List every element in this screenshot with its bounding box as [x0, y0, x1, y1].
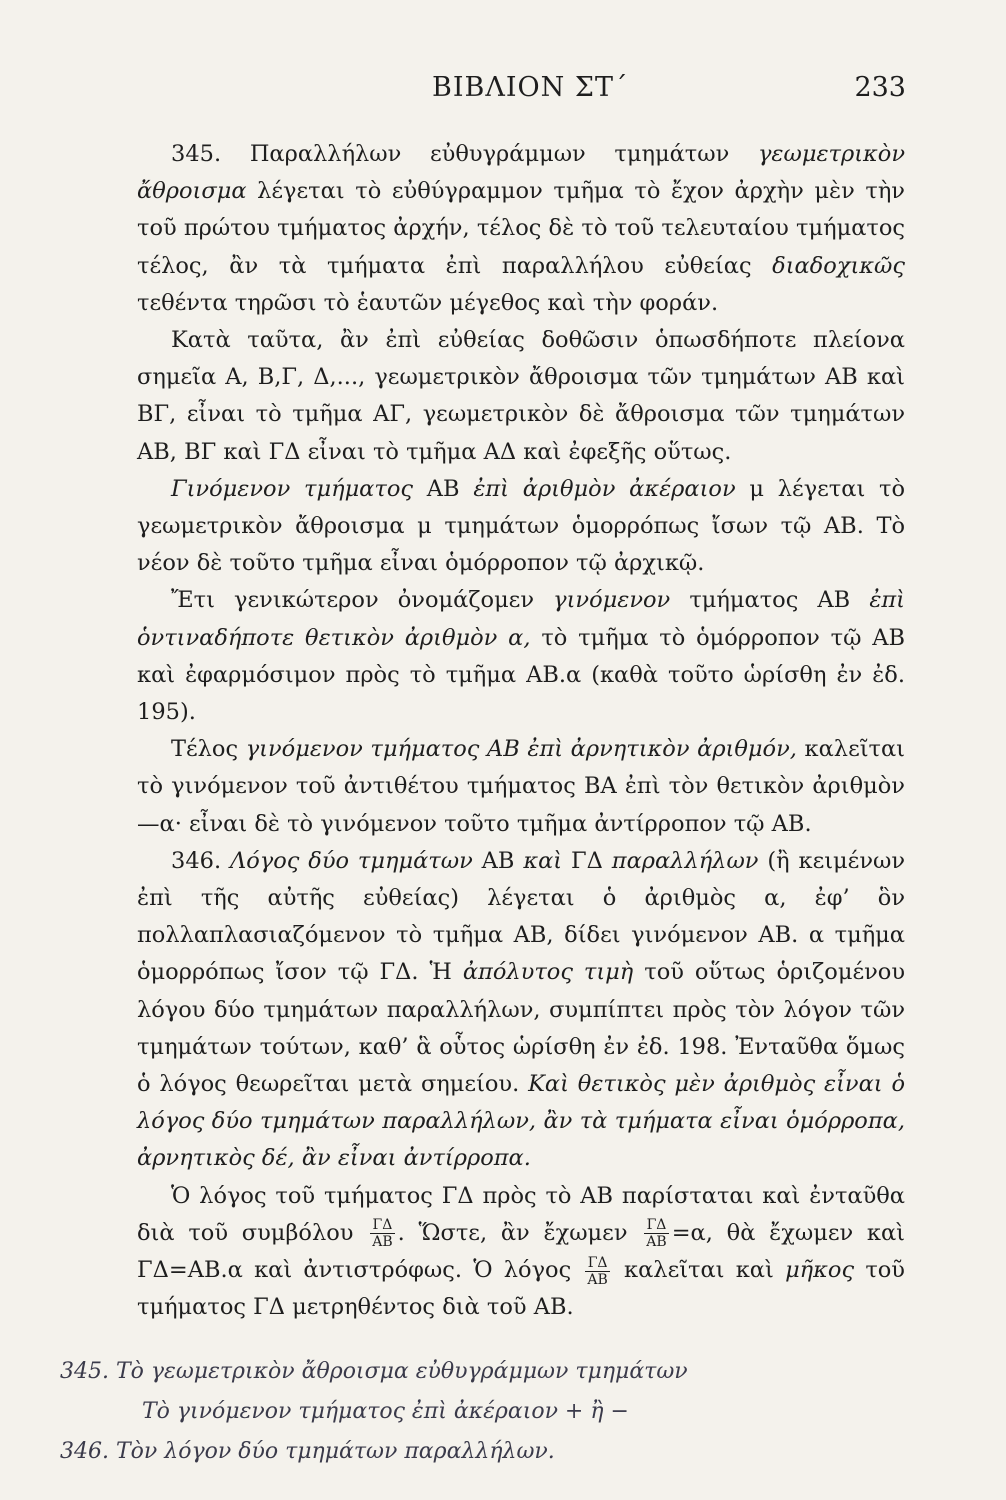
section-number: 345. [171, 141, 222, 167]
paragraph-346-ratio [137, 843, 905, 1178]
paragraph-345-definition [137, 136, 905, 322]
text-run: =α, θὰ ἔχωμεν καὶ ΓΔ=ΑΒ.α καὶ ἀντιστρόφως. Ὁ λόγος [137, 1219, 905, 1284]
fraction-numerator: ΓΔ [585, 1255, 609, 1272]
italic-term: Λόγος δύο τμημάτων [230, 847, 473, 874]
fraction-denominator: ΑΒ [646, 1234, 667, 1251]
handwritten-note-line: 346. Τὸν λόγον δύο τμημάτων παραλλήλων. [60, 1439, 555, 1464]
italic-term: διαδοχικῶς [772, 252, 905, 279]
text-run: τὸ τμῆμα τὸ ὁμόρροπον τῷ ΑΒ καὶ ἐφαρμόσιμον πρὸς τὸ τμῆμα ΑΒ.α (καθὰ τοῦτο ὡρίσθη ἐν ἐδ. 195). [137, 624, 906, 726]
text-run: τοῦ οὕτως ὁριζομένου λόγου δύο τμημάτων παραλλήλων, συμπίπτει πρὸς τὸν λόγον τῶν τμημάτων τούτων, καθ’ ἃ οὗτος ὡρίσθη ἐν ἐδ. 198. Ἐνταῦθα ὅμως ὁ λόγος θεωρεῖται μετὰ σημείου. [137, 959, 905, 1098]
italic-term: μῆκος [785, 1257, 855, 1284]
fraction-numerator: ΓΔ [370, 1217, 394, 1234]
section-number: 346. [171, 847, 222, 874]
italic-term: Γινόμενον τμήματος [171, 475, 413, 502]
text-run: ΑΒ [426, 475, 460, 502]
italic-term: παραλλήλων [611, 847, 759, 874]
paragraph-345-points: Κατὰ ταῦτα, ἂν ἐπὶ εὐθείας δοθῶσιν ὁπωσδήποτε πλείονα σημεῖα Α, Β,Γ, Δ,..., γεωμετρικὸν ἄθροισμα τῶν τμημάτων ΑΒ καὶ ΒΓ, εἶναι τὸ τμῆμα ΑΓ, γεωμετρικὸν δὲ ἄθροισμα τῶν τμημάτων ΑΒ, ΒΓ καὶ ΓΔ εἶναι τὸ τμῆμα ΑΔ καὶ ἐφεξῆς οὕτως. [137, 327, 905, 465]
text-run: τοῦ τμήματος ΓΔ μετρηθέντος διὰ τοῦ ΑΒ. [137, 1257, 905, 1321]
text-run: . Ὥστε, ἂν ἔχωμεν [397, 1219, 628, 1246]
italic-term: καὶ [523, 847, 563, 874]
page-header [0, 70, 1006, 110]
paragraph-346-symbol [137, 1178, 905, 1327]
italic-term: ἐπὶ ἀριθμὸν ἀκέραιον [473, 475, 736, 502]
italic-term: γινόμενον [553, 587, 671, 614]
fraction-gd-over-ab [370, 1217, 394, 1250]
body-text [137, 136, 905, 1327]
fraction-gd-over-ab [585, 1255, 609, 1288]
italic-term: ἀπόλυτος τιμὴ [462, 959, 634, 986]
text-run: μ λέγεται τὸ γεωμετρικὸν ἄθροισμα μ τμημάτων ὁμορρόπως ἴσων τῷ ΑΒ. Τὸ νέον δὲ τοῦτο τμῆμα εἶναι ὁμόρροπον τῷ ἀρχικῷ. [137, 475, 906, 577]
text-run: Παραλλήλων εὐθυγράμμων τμημάτων [249, 141, 730, 167]
italic-term: γεωμετρικὸν ἄθροισμα [137, 141, 906, 205]
fraction-denominator: ΑΒ [587, 1271, 608, 1288]
text-run: (ἢ κειμένων ἐπὶ τῆς αὐτῆς εὐθείας) λέγεται ὁ ἀριθμὸς α, ἐφ’ ὃν πολλαπλασιαζόμενον τὸ τμῆμα ΑΒ, δίδει γινόμενον ΑΒ. α τμῆμα ὁμορρόπως ἴσον τῷ ΓΔ. Ἡ [137, 847, 906, 986]
paragraph-345-product-integer [137, 471, 905, 583]
handwritten-note-line: Τὸ γινόμενον τμήματος ἐπὶ ἀκέραιον + ἢ − [142, 1399, 629, 1424]
fraction-numerator: ΓΔ [644, 1217, 668, 1234]
page-number: 233 [854, 72, 906, 103]
italic-term: ἐπὶ ὁντιναδήποτε θετικὸν ἀριθμὸν α, [137, 587, 905, 651]
fraction-gd-over-ab [644, 1217, 668, 1250]
handwritten-note-line: 345. Τὸ γεωμετρικὸν ἄθροισμα εὐθυγράμμων τμημάτων [60, 1359, 688, 1384]
text-run: Ἔτι γενικώτερον ὀνομάζομεν [171, 587, 535, 614]
fraction-denominator: ΑΒ [372, 1234, 393, 1251]
italic-term: γινόμενον τμήματος ΑΒ ἐπὶ ἀρνητικὸν ἀριθμόν, [245, 736, 797, 763]
italic-term: Καὶ θετικὸς μὲν ἀριθμὸς εἶναι ὁ λόγος δύο τμημάτων παραλλήλων, ἂν τὰ τμήματα εἶναι ὁμόρροπα, ἀρνητικὸς δέ, ἂν εἶναι ἀντίρροπα. [137, 1071, 905, 1172]
text-run: καλεῖται τὸ γινόμενον τοῦ ἀντιθέτου τμήματος ΒΑ ἐπὶ τὸν θετικὸν ἀριθμὸν —α· εἶναι δὲ τὸ γινόμενον τοῦτο τμῆμα ἀντίρροπον τῷ ΑΒ. [137, 736, 906, 837]
text-run: ΑΒ [481, 847, 515, 874]
text-run: λέγεται τὸ εὐθύγραμμον τμῆμα τὸ ἔχον ἀρχὴν μὲν τὴν τοῦ πρώτου τμήματος ἀρχήν, τέλος δὲ τὸ τοῦ τελευταίου τμήματος τέλος, ἂν τὰ τμήματα ἐπὶ παραλλήλου εὐθείας [137, 178, 905, 279]
paragraph-345-product-negative [137, 731, 905, 843]
text-run: τμήματος ΑΒ [689, 587, 851, 614]
text-run: καλεῖται καὶ [624, 1257, 774, 1284]
handwritten-notes [60, 1352, 960, 1472]
text-run: ΓΔ [571, 847, 603, 874]
running-head: ΒΙΒΛΙΟΝ ΣΤ΄ [432, 72, 629, 103]
text-run: τεθέντα τηρῶσι τὸ ἑαυτῶν μέγεθος καὶ τὴν φοράν. [137, 289, 719, 316]
text-run: Ὁ λόγος τοῦ τμήματος ΓΔ πρὸς τὸ ΑΒ παρίσταται καὶ ἐνταῦθα διὰ τοῦ συμβόλου [137, 1182, 905, 1246]
text-run: Τέλος [171, 736, 239, 763]
paragraph-345-product-positive [137, 582, 905, 731]
